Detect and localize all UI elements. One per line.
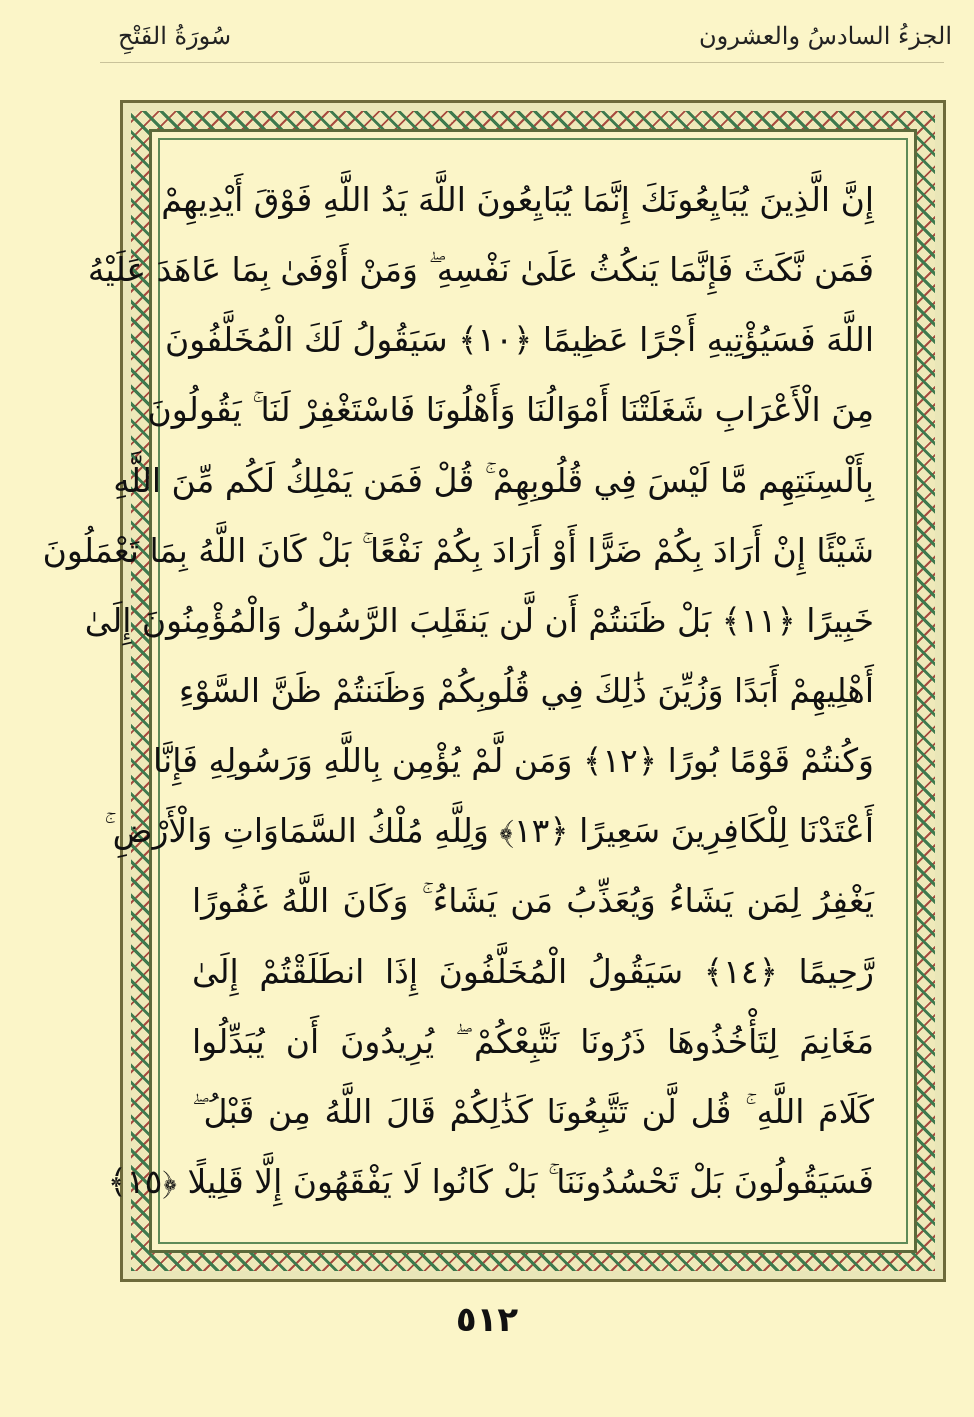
verse-line: فَمَن نَّكَثَ فَإِنَّمَا يَنكُثُ عَلَىٰ نَفْسِهِ ۖ وَمَنْ أَوْفَىٰ بِمَا عَاهَدَ عَلَيْهُ — [87, 250, 874, 290]
text-panel — [42, 129, 917, 1253]
verse-line: مَغَانِمَ لِتَأْخُذُوهَا ذَرُونَا نَتَّبِعْكُمْ ۖ يُرِيدُونَ أَن يُبَدِّلُوا — [192, 1021, 874, 1061]
page-number: ٥١٢ — [455, 1300, 519, 1340]
verse-line: شَيْئًا إِنْ أَرَادَ بِكُمْ ضَرًّا أَوْ أَرَادَ بِكُمْ نَفْعًا ۚ بَلْ كَانَ اللَّهُ بِمَا تَعْمَلُونَ — [42, 530, 874, 570]
verse-line: اللَّهَ فَسَيُؤْتِيهِ أَجْرًا عَظِيمًا ﴿١٠﴾ سَيَقُولُ لَكَ الْمُخَلَّفُونَ — [165, 320, 874, 360]
verse-line: فَسَيَقُولُونَ بَلْ تَحْسُدُونَنَا ۚ بَلْ كَانُوا لَا يَفْقَهُونَ إِلَّا قَلِيلًا ﴿١٥﴾ — [107, 1161, 874, 1201]
verse-line: أَعْتَدْنَا لِلْكَافِرِينَ سَعِيرًا ﴿١٣﴾ وَلِلَّهِ مُلْكُ السَّمَاوَاتِ وَالْأَرْضِ ۚ — [104, 811, 874, 851]
page-frame — [42, 100, 946, 1282]
verse-line: وَكُنتُمْ قَوْمًا بُورًا ﴿١٢﴾ وَمَن لَّمْ يُؤْمِن بِاللَّهِ وَرَسُولِهِ فَإِنَّا — [152, 741, 874, 781]
verse-line: يَغْفِرُ لِمَن يَشَاءُ وَيُعَذِّبُ مَن يَشَاءُ ۚ وَكَانَ اللَّهُ غَفُورًا — [192, 881, 874, 921]
verse-line: إِنَّ الَّذِينَ يُبَايِعُونَكَ إِنَّمَا يُبَايِعُونَ اللَّهَ يَدُ اللَّهِ فَوْقَ أَيْدِيهِمْ — [161, 180, 874, 219]
verse-text-area — [42, 170, 874, 1212]
verse-line: خَبِيرًا ﴿١١﴾ بَلْ ظَنَنتُمْ أَن لَّن يَنقَلِبَ الرَّسُولُ وَالْمُؤْمِنُونَ إِلَىٰ — [84, 600, 874, 640]
verse-line: كَلَامَ اللَّهِ ۚ قُل لَّن تَتَّبِعُونَا كَذَٰلِكُمْ قَالَ اللَّهُ مِن قَبْلُ ۖ — [192, 1091, 874, 1131]
surah-title: سُورَةُ الفَتْحِ — [118, 22, 232, 50]
verse-line: رَّحِيمًا ﴿١٤﴾ سَيَقُولُ الْمُخَلَّفُونَ إِذَا انطَلَقْتُمْ إِلَىٰ — [192, 951, 874, 991]
verse-line: أَهْلِيهِمْ أَبَدًا وَزُيِّنَ ذَٰلِكَ فِي قُلُوبِكُمْ وَظَنَنتُمْ ظَنَّ السَّوْءِ — [178, 670, 874, 710]
verse-line: مِنَ الْأَعْرَابِ شَغَلَتْنَا أَمْوَالُنَا وَأَهْلُونَا فَاسْتَغْفِرْ لَنَا ۚ يَقُولُونَ — [147, 390, 874, 430]
header-divider — [100, 62, 944, 63]
juz-title: الجزءُ السادسُ والعشرون — [699, 22, 952, 50]
verse-line: بِأَلْسِنَتِهِم مَّا لَيْسَ فِي قُلُوبِهِمْ ۚ قُلْ فَمَن يَمْلِكُ لَكُم مِّنَ اللَّهِ — [113, 460, 874, 500]
